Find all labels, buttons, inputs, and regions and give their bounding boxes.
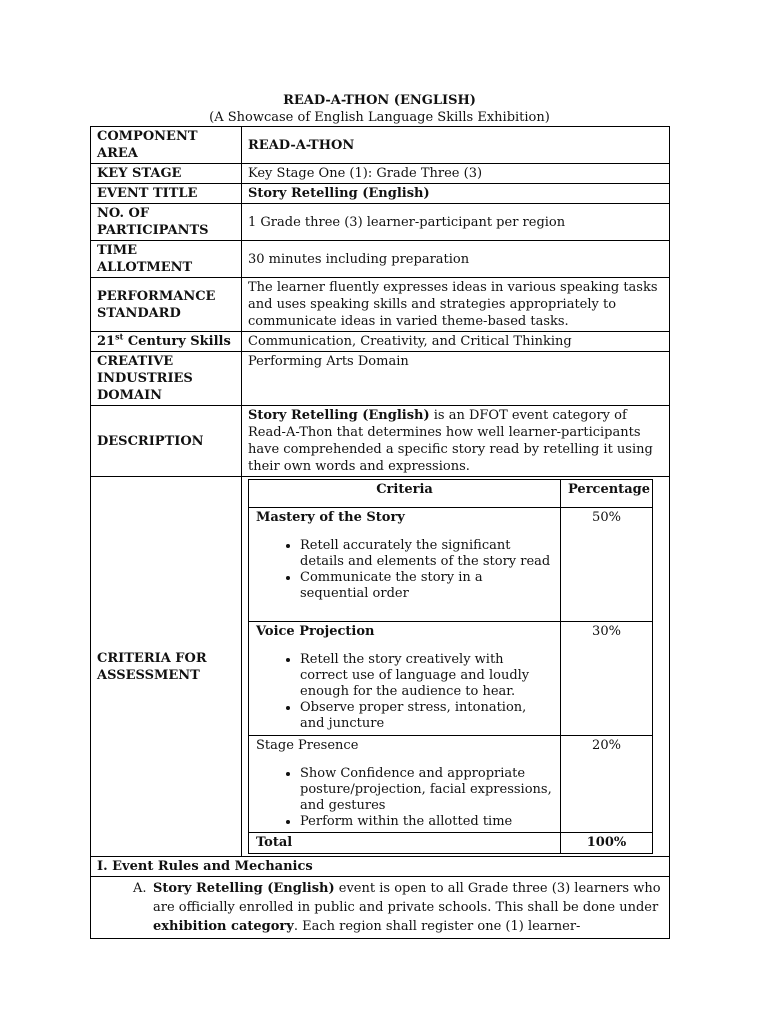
row-century-skills <box>91 332 670 352</box>
criteria-item-percent: 20% <box>561 736 653 833</box>
value-time-allotment: 30 minutes including preparation <box>242 241 670 278</box>
value-key-stage: Key Stage One (1): Grade Three (3) <box>242 164 670 184</box>
row-rules-item-a <box>91 877 670 939</box>
row-creative-industries <box>91 352 670 406</box>
rules-item-a <box>91 877 670 939</box>
label-criteria: CRITERIA FOR ASSESSMENT <box>91 477 242 857</box>
document-title: READ-A-THON (ENGLISH) <box>283 93 476 108</box>
label-century-skills-prefix: 21 <box>97 334 116 349</box>
criteria-bullet: • Show Confidence and appropriate posture/projection, facial expressions, and gestures <box>300 766 553 814</box>
description-bold: Story Retelling (English) <box>248 408 430 423</box>
label-creative-industries: CREATIVE INDUSTRIES DOMAIN <box>91 352 242 406</box>
row-event-title <box>91 184 670 204</box>
criteria-bullet: • Observe proper stress, intonation, and juncture <box>300 700 553 732</box>
rules-item-a-text2: . Each region shall register one (1) learner- <box>293 919 581 934</box>
criteria-cell <box>242 477 670 857</box>
criteria-bullet: • Communicate the story in a sequential order <box>300 570 553 602</box>
rules-item-a-marker: A. <box>133 881 147 896</box>
criteria-item-title: Stage Presence <box>256 738 359 753</box>
criteria-bullet: • Perform within the allotted time <box>300 814 553 830</box>
criteria-item-cell <box>249 736 561 833</box>
criteria-bullet-list <box>256 766 553 830</box>
criteria-item-cell <box>249 508 561 622</box>
description-rest: is an DFOT event category of Read-A-Thon that determines how well learner-participants have comprehended a specific story read by retelling it using their own words and expressions. <box>248 408 653 474</box>
criteria-bullet: • Retell the story creatively with correct use of language and loudly enough for the audience to hear. <box>300 652 553 700</box>
label-century-skills-suffix: Century Skills <box>123 334 231 349</box>
criteria-table <box>248 479 653 854</box>
label-century-skills-sup: st <box>115 331 124 342</box>
criteria-item-percent: 30% <box>561 622 653 736</box>
label-key-stage: KEY STAGE <box>91 164 242 184</box>
criteria-bullet-list <box>256 652 553 732</box>
criteria-row <box>249 508 653 622</box>
value-component-area: READ-A-THON <box>242 127 670 164</box>
label-event-title: EVENT TITLE <box>91 184 242 204</box>
criteria-total-label: Total <box>249 833 561 854</box>
row-time-allotment <box>91 241 670 278</box>
criteria-header-criteria: Criteria <box>249 480 561 508</box>
document-page <box>90 92 669 939</box>
rules-item-a-bold1: Story Retelling (English) <box>153 881 335 896</box>
row-component-area <box>91 127 670 164</box>
label-description: DESCRIPTION <box>91 406 242 477</box>
rules-item-a-text1: event is open to all Grade three (3) learners who are officially enrolled in public and private schools. This shall be done under <box>153 881 661 915</box>
rules-item-a-bold2: exhibition category <box>153 919 294 934</box>
row-rules-heading <box>91 857 670 877</box>
event-details-table <box>90 126 670 939</box>
value-participants: 1 Grade three (3) learner-participant per region <box>242 204 670 241</box>
criteria-row <box>249 622 653 736</box>
document-subtitle: (A Showcase of English Language Skills Exhibition) <box>209 110 550 125</box>
criteria-header-row <box>249 480 653 508</box>
value-event-title: Story Retelling (English) <box>242 184 670 204</box>
label-century-skills <box>91 332 242 352</box>
rules-heading: I. Event Rules and Mechanics <box>91 857 670 877</box>
criteria-item-title: Mastery of the Story <box>256 510 405 525</box>
label-time-allotment: TIME ALLOTMENT <box>91 241 242 278</box>
row-description <box>91 406 670 477</box>
criteria-bullet: • Retell accurately the significant details and elements of the story read <box>300 538 553 570</box>
value-description <box>242 406 670 477</box>
value-creative-industries: Performing Arts Domain <box>242 352 670 406</box>
rules-item-a-text <box>119 879 663 936</box>
value-century-skills: Communication, Creativity, and Critical Thinking <box>242 332 670 352</box>
row-performance-standard <box>91 278 670 332</box>
criteria-header-percentage: Percentage <box>561 480 653 508</box>
criteria-item-cell <box>249 622 561 736</box>
criteria-total-value: 100% <box>561 833 653 854</box>
criteria-item-percent: 50% <box>561 508 653 622</box>
row-participants <box>91 204 670 241</box>
label-performance-standard: PERFORMANCE STANDARD <box>91 278 242 332</box>
label-component-area: COMPONENT AREA <box>91 127 242 164</box>
criteria-row <box>249 736 653 833</box>
row-key-stage <box>91 164 670 184</box>
criteria-item-title: Voice Projection <box>256 624 375 639</box>
criteria-total-row <box>249 833 653 854</box>
value-performance-standard: The learner fluently expresses ideas in various speaking tasks and uses speaking skills and strategies appropriately to communicate ideas in varied theme-based tasks. <box>242 278 670 332</box>
label-participants: NO. OF PARTICIPANTS <box>91 204 242 241</box>
row-criteria <box>91 477 670 857</box>
criteria-bullet-list <box>256 538 553 602</box>
